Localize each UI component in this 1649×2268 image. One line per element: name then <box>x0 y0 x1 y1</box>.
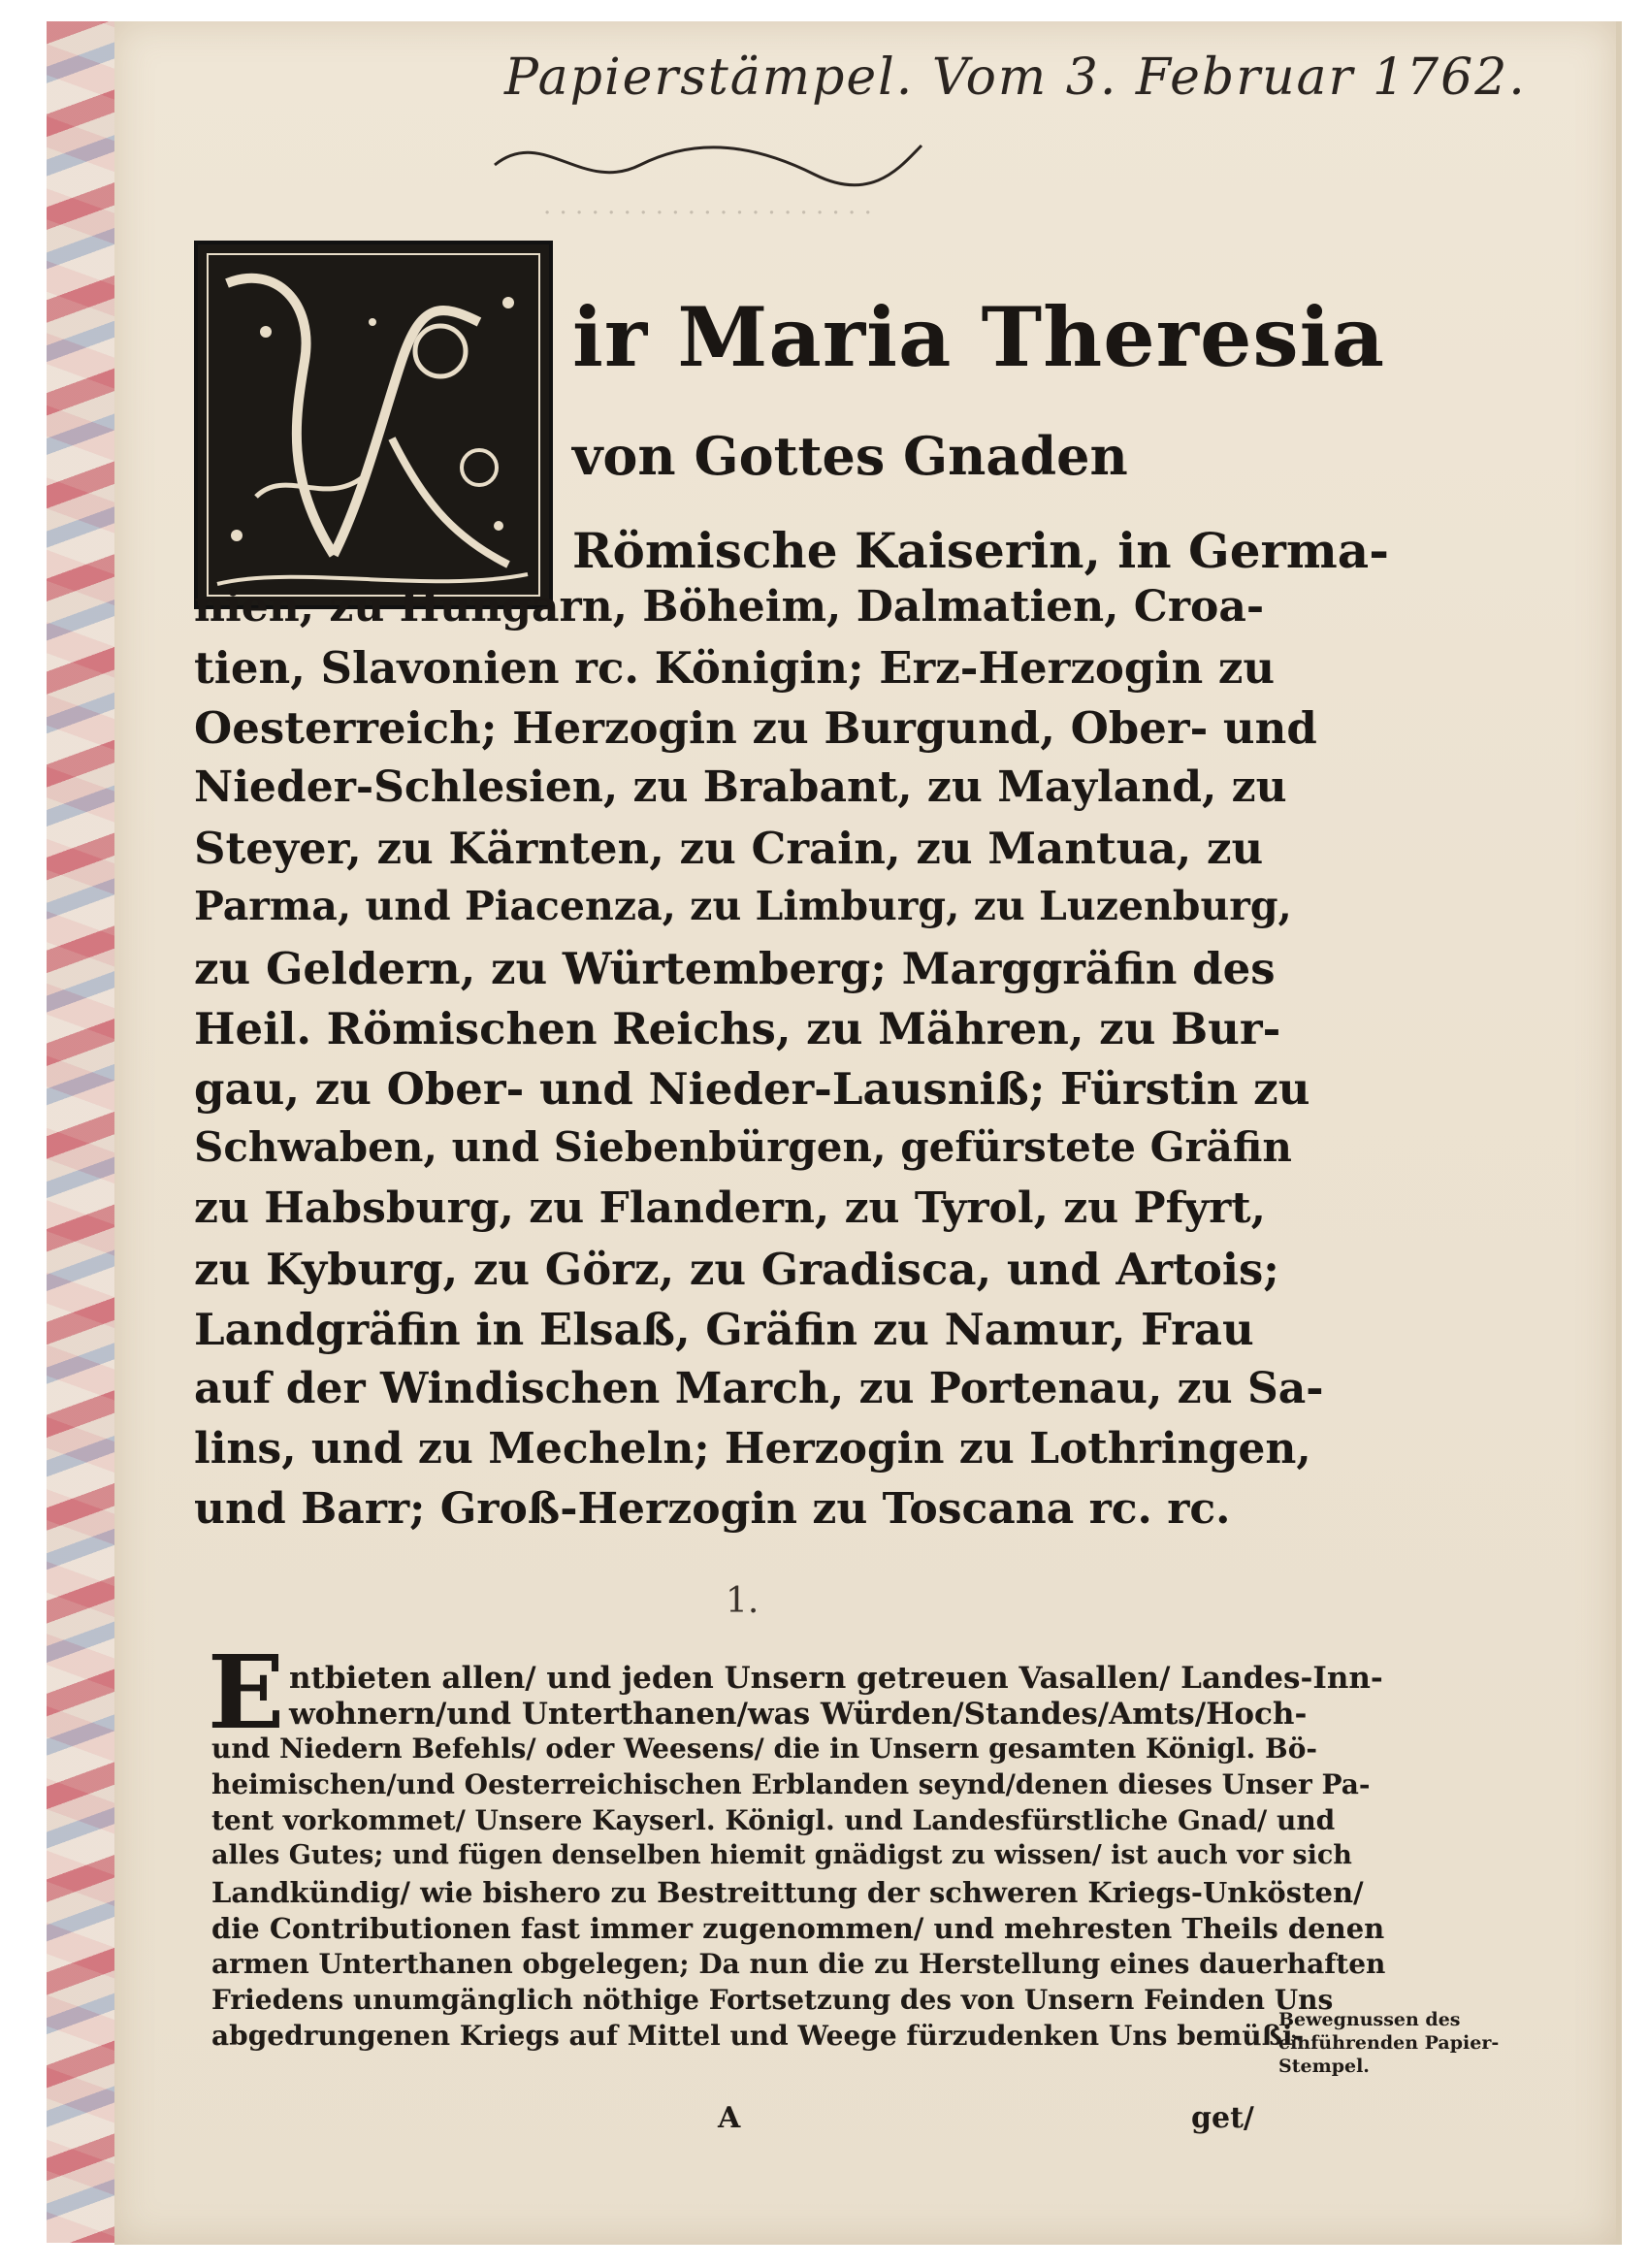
signature-mark: A <box>718 2101 741 2135</box>
title-line: Römische Kaiserin, in Germa- <box>572 522 1389 579</box>
page-edge <box>1616 21 1622 2245</box>
title-line: zu Geldern, zu Würtemberg; Marggräfin des <box>194 943 1276 994</box>
title-line: lins, und zu Mecheln; Herzogin zu Lothringen, <box>194 1424 1311 1474</box>
body-line: Friedens unumgänglich nöthige Fortsetzung des von Unsern Feinden Uns <box>211 1984 1334 2016</box>
margin-note: Bewegnussen des einführenden Papier-Stempel. <box>1278 2009 1500 2077</box>
title-line: gau, zu Ober- und Nieder-Lausniß; Fürstin zu <box>194 1063 1310 1115</box>
title-line: zu Kyburg, zu Görz, zu Gradisca, und Artois; <box>194 1244 1279 1295</box>
title-line: tien, Slavonien rc. Königin; Erz-Herzogin zu <box>194 642 1276 694</box>
body-line: armen Unterthanen obgelegen; Da nun die zu Herstellung eines dauerhaften <box>211 1948 1386 1980</box>
decorated-initial <box>194 241 553 609</box>
body-line: tent vorkommet/ Unsere Kayserl. Königl. und Landesfürstliche Gnad/ und <box>211 1804 1336 1836</box>
handwritten-note: Papierstämpel. Vom 3. Februar 1762. <box>504 49 1527 107</box>
title-line: zu Habsburg, zu Flandern, zu Tyrol, zu Pfyrt, <box>194 1183 1266 1233</box>
body-line: und Niedern Befehls/ oder Weesens/ die in Unsern gesamten Königl. Bö- <box>211 1733 1318 1765</box>
drop-cap: E <box>208 1633 285 1752</box>
title-line: nien, zu Hungarn, Böheim, Dalmatien, Croa- <box>194 582 1265 632</box>
body-line: alles Gutes; und fügen denselben hiemit gnädigst zu wissen/ ist auch vor sich <box>211 1840 1352 1870</box>
woodcut-initial-w-icon <box>198 244 549 605</box>
title-line: von Gottes Gnaden <box>572 425 1128 487</box>
title-heading: ir Maria Theresia <box>572 289 1386 385</box>
bleed-through-text: · · · · · · · · · · · · · · · · · · · · · <box>543 199 872 228</box>
body-line: ntbieten allen/ und jeden Unsern getreuen Vasallen/ Landes-Inn- <box>289 1661 1383 1696</box>
body-line: wohnern/und Unterthanen/was Würden/Standes/Amts/Hoch- <box>289 1697 1308 1732</box>
body-line: die Contributionen fast immer zugenommen/ und mehresten Theils denen <box>211 1912 1385 1945</box>
section-number: 1. <box>726 1581 760 1621</box>
title-line: Parma, und Piacenza, zu Limburg, zu Luzenburg, <box>194 883 1292 929</box>
marbled-binding <box>47 21 120 2243</box>
title-line: Landgräfin in Elsaß, Gräfin zu Namur, Frau <box>194 1304 1254 1355</box>
catchword: get/ <box>1191 2101 1254 2135</box>
title-line: und Barr; Groß-Herzogin zu Toscana rc. rc. <box>194 1484 1231 1534</box>
title-line: Schwaben, und Siebenbürgen, gefürstete Gräfin <box>194 1123 1292 1171</box>
title-line: auf der Windischen March, zu Portenau, zu Sa- <box>194 1364 1324 1413</box>
title-line: Oesterreich; Herzogin zu Burgund, Ober- und <box>194 702 1317 754</box>
body-line: Landkündig/ wie bishero zu Bestreittung der schweren Kriegs-Unkösten/ <box>211 1876 1364 1909</box>
handwriting-flourish <box>485 107 931 194</box>
body-line: heimischen/und Oesterreichischen Erblanden seynd/denen dieses Unser Pa- <box>211 1768 1371 1800</box>
body-line: abgedrungenen Kriegs auf Mittel und Weege fürzudenken Uns bemüßi- <box>211 2020 1305 2052</box>
title-line: Steyer, zu Kärnten, zu Crain, zu Mantua, zu <box>194 823 1264 874</box>
title-line: Heil. Römischen Reichs, zu Mähren, zu Bur- <box>194 1003 1281 1054</box>
title-line: Nieder-Schlesien, zu Brabant, zu Mayland, zu <box>194 762 1287 812</box>
